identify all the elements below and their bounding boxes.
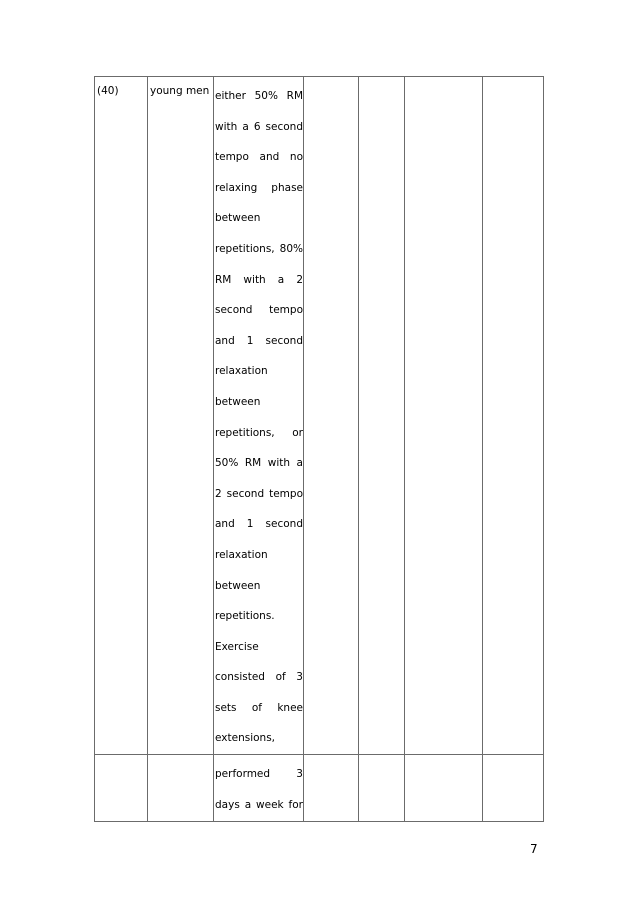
- table-row: [95, 77, 544, 755]
- description-line: repetitions, 80%: [215, 242, 303, 255]
- empty-cell: [483, 755, 544, 822]
- description-line: second tempo: [215, 304, 303, 317]
- empty-cell: [148, 755, 214, 822]
- description-line: and 1 second: [215, 334, 303, 347]
- empty-cell: [95, 755, 148, 822]
- description-line: relaxing phase: [215, 181, 303, 194]
- description-line: either 50% RM: [215, 90, 303, 102]
- description-cell: [214, 755, 304, 822]
- description-line: consisted of 3: [215, 671, 303, 684]
- description-line: Exercise: [215, 640, 259, 653]
- empty-cell: [359, 77, 405, 755]
- description-line: extensions,: [215, 732, 275, 745]
- empty-cell: [405, 755, 483, 822]
- description-line: 2 second tempo: [215, 487, 303, 500]
- page-number: 7: [530, 842, 538, 856]
- description-line: sets of knee: [215, 701, 303, 714]
- description-line: relaxation: [215, 365, 268, 378]
- empty-cell: [304, 77, 359, 755]
- population-cell: [148, 77, 214, 755]
- description-line: repetitions, or: [215, 426, 303, 439]
- description-line: between: [215, 212, 261, 225]
- description-line: tempo and no: [215, 151, 303, 164]
- population-text: young men: [150, 85, 210, 97]
- description-line: with a 6 second: [215, 120, 303, 133]
- table-row: [95, 755, 544, 822]
- description-line: RM with a 2: [215, 273, 303, 286]
- description-line: relaxation: [215, 548, 268, 561]
- empty-cell: [304, 755, 359, 822]
- description-line: 50% RM with a: [215, 457, 303, 470]
- description-line: between: [215, 579, 261, 592]
- description-line: repetitions.: [215, 610, 275, 623]
- ref-text: (40): [97, 85, 119, 97]
- empty-cell: [483, 77, 544, 755]
- description-line: days a week for: [215, 798, 303, 811]
- description-line: between: [215, 395, 261, 408]
- empty-cell: [405, 77, 483, 755]
- description-cell: [214, 77, 304, 755]
- study-table: [94, 76, 544, 822]
- empty-cell: [359, 755, 405, 822]
- description-line: and 1 second: [215, 518, 303, 531]
- description-line: performed 3: [215, 768, 303, 781]
- ref-cell: [95, 77, 148, 755]
